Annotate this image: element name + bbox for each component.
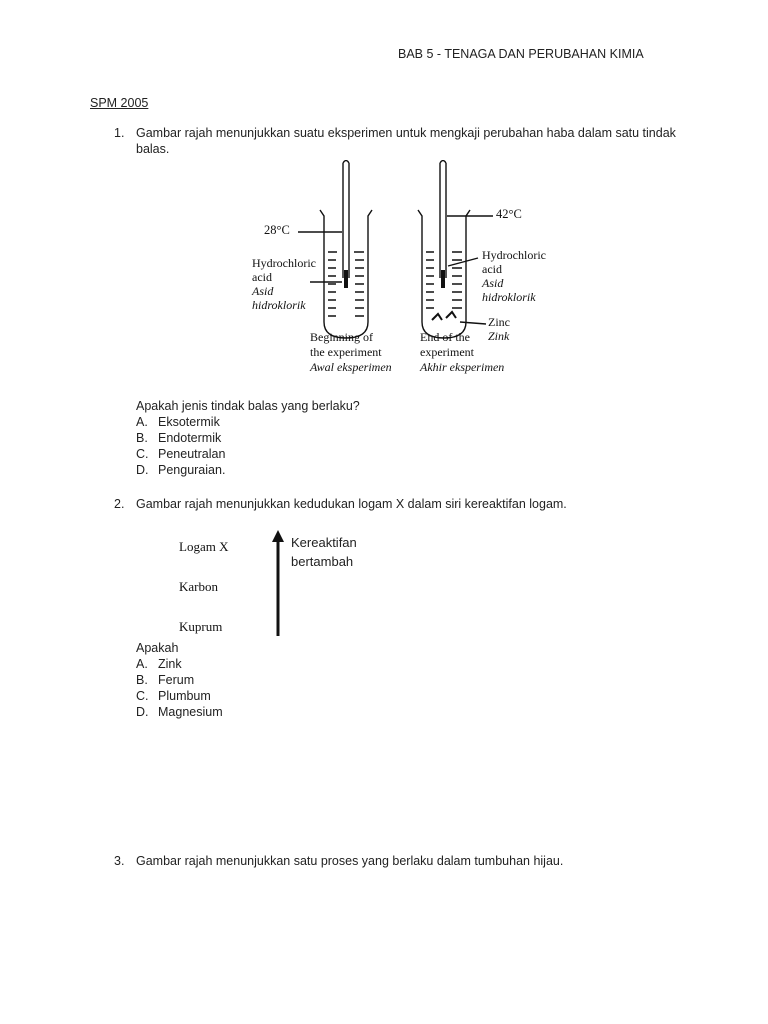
right-tube-caption: End of the experiment Akhir eksperimen: [420, 330, 505, 374]
q2-question: Apakah: [136, 641, 179, 655]
page-header-title: BAB 5 - TENAGA DAN PERUBAHAN KIMIA: [398, 47, 644, 61]
q1-option-a[interactable]: A. Eksotermik: [136, 415, 220, 429]
zinc-label: Zinc Zink: [488, 315, 510, 343]
reactivity-item-copper: Kuprum: [179, 619, 223, 634]
reactivity-arrow-label: Kereaktifan bertambah: [291, 535, 357, 569]
q3-number: 3.: [114, 854, 125, 868]
q1-option-d[interactable]: D. Penguraian.: [136, 463, 226, 477]
q2-number: 2.: [114, 497, 125, 511]
left-tube-caption: Beginning of the experiment Awal eksperimen: [310, 330, 392, 374]
right-temperature-label: 42°C: [496, 207, 522, 221]
q1-option-c[interactable]: C. Peneutralan: [136, 447, 226, 461]
reactivity-arrow-icon: [270, 530, 286, 638]
q3-text: Gambar rajah menunjukkan satu proses yang berlaku dalam tumbuhan hijau.: [136, 854, 564, 868]
q1-experiment-figure: [248, 160, 568, 382]
left-temperature-label: 28°C: [264, 223, 290, 237]
q2-option-d[interactable]: D. Magnesium: [136, 705, 223, 719]
reactivity-item-carbon: Karbon: [179, 579, 218, 594]
q2-options: [136, 656, 223, 720]
q1-question: Apakah jenis tindak balas yang berlaku?: [136, 399, 360, 413]
q1-option-b[interactable]: B. Endotermik: [136, 431, 222, 445]
q2-option-c[interactable]: C. Plumbum: [136, 689, 211, 703]
q2-option-b[interactable]: B. Ferum: [136, 673, 195, 687]
reactivity-item-metal-x: Logam X: [179, 539, 229, 554]
q2-option-a[interactable]: A. Zink: [136, 657, 182, 671]
q1-options: [136, 414, 225, 478]
q2-text: Gambar rajah menunjukkan kedudukan logam X dalam siri kereaktifan logam.: [136, 497, 567, 511]
q1-text: Gambar rajah menunjukkan suatu eksperimen untuk mengkaji perubahan haba dalam satu tindak balas.: [136, 126, 676, 156]
right-acid-label: Hydrochloric acid Asid hidroklorik: [482, 248, 546, 304]
left-acid-label: Hydrochloric acid Asid hidroklorik: [252, 256, 316, 312]
q1-number: 1.: [114, 126, 125, 140]
section-label: SPM 2005: [90, 96, 149, 110]
